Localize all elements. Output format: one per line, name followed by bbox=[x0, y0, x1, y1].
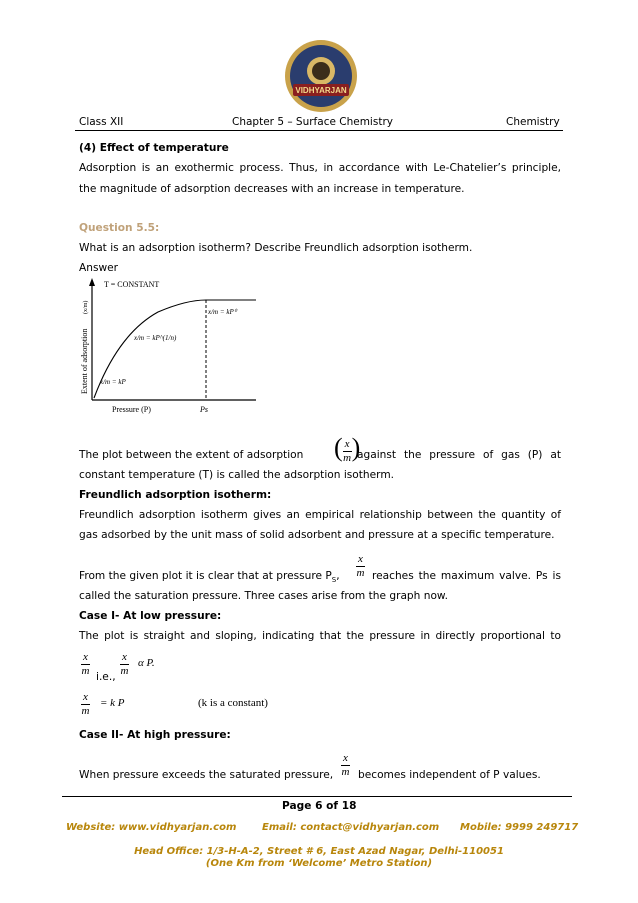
vidhyarjan-logo bbox=[283, 38, 359, 114]
paragraph-line: Freundlich adsorption isotherm gives an empirical relationship between the quantity of bbox=[79, 509, 561, 521]
equation: = k P bbox=[100, 697, 125, 709]
paragraph-line: called the saturation pressure. Three cases arise from the graph now. bbox=[79, 590, 448, 602]
header-rule bbox=[75, 130, 563, 131]
x-axis-label: Pressure (P) bbox=[112, 405, 151, 414]
footer-mobile: Mobile: 9999 249717 bbox=[460, 822, 579, 833]
frac-x: x bbox=[344, 437, 350, 450]
y-axis-fraction: (x/m) bbox=[83, 300, 89, 314]
paragraph-line: The plot between the extent of adsorption bbox=[79, 449, 304, 461]
graph-high-label: x/m = kP⁰ bbox=[208, 308, 237, 316]
paragraph-line: becomes independent of P values. bbox=[358, 769, 541, 781]
header-subject: Chemistry bbox=[506, 116, 560, 128]
inline-fraction: $\frac{x}{m}$ bbox=[81, 651, 90, 677]
paragraph-line: From the given plot it is clear that at pressure $P_S$, bbox=[79, 570, 340, 585]
fraction-paren: ( $\frac{x}{m}$ ) bbox=[334, 433, 361, 464]
question-text: What is an adsorption isotherm? Describe Freundlich adsorption isotherm. bbox=[79, 242, 473, 254]
inline-fraction: $\frac{x}{m}$ bbox=[356, 553, 365, 579]
header-class: Class XII bbox=[79, 116, 124, 128]
header-chapter: Chapter 5 – Surface Chemistry bbox=[232, 116, 393, 128]
inline-fraction: $\frac{x}{m}$ bbox=[81, 691, 90, 717]
graph-low-label: x/m = kP bbox=[100, 378, 126, 386]
x-axis-ps: Ps bbox=[200, 405, 208, 414]
alpha-expression: α P. bbox=[138, 657, 155, 669]
inline-fraction: $\frac{x}{m}$ bbox=[341, 752, 350, 778]
paragraph-line: constant temperature (T) is called the adsorption isotherm. bbox=[79, 469, 395, 481]
graph-top-label: T = CONSTANT bbox=[104, 280, 160, 289]
frac-m: m bbox=[343, 451, 352, 464]
case1-title: Case I- At low pressure: bbox=[79, 610, 222, 622]
inline-fraction: $\frac{x}{m}$ bbox=[120, 651, 129, 677]
y-axis-label: Extent of adsorption bbox=[80, 328, 89, 394]
footer-office: Head Office: 1/3-H-A-2, Street # 6, East Azad Nagar, Delhi-110051 bbox=[134, 846, 504, 857]
footer-website[interactable]: Website: www.vidhyarjan.com bbox=[66, 822, 237, 833]
paragraph-line: gas adsorbed by the unit mass of solid adsorbent and pressure at a specific temperature. bbox=[79, 529, 555, 541]
page-number: Page 6 of 18 bbox=[282, 800, 357, 812]
footer-email[interactable]: Email: contact@vidhyarjan.com bbox=[262, 822, 440, 833]
ie-text: i.e., bbox=[96, 671, 116, 683]
answer-label: Answer bbox=[79, 262, 119, 274]
case2-title: Case II- At high pressure: bbox=[79, 729, 231, 741]
paragraph-line: The plot is straight and sloping, indicating that the pressure in directly proportional to bbox=[79, 630, 561, 642]
logo-text: VIDHYARJAN bbox=[295, 86, 347, 95]
constant-note: (k is a constant) bbox=[198, 697, 268, 709]
freundlich-title: Freundlich adsorption isotherm: bbox=[79, 489, 272, 501]
paragraph-line: reaches the maximum valve. Ps is bbox=[372, 570, 561, 582]
paragraph-line: When pressure exceeds the saturated pressure, bbox=[79, 769, 334, 781]
paragraph-line: the magnitude of adsorption decreases with an increase in temperature. bbox=[79, 183, 465, 195]
footer-rule bbox=[62, 796, 572, 797]
adsorption-isotherm-graph bbox=[78, 274, 268, 418]
section-title: (4) Effect of temperature bbox=[79, 142, 229, 154]
paragraph-line: against the pressure of gas (P) at bbox=[357, 449, 561, 461]
footer-office-note: (One Km from ‘Welcome’ Metro Station) bbox=[205, 858, 433, 869]
paragraph-line: Adsorption is an exothermic process. Thus, in accordance with Le-Chatelier’s principle, bbox=[79, 162, 561, 174]
graph-mid-label: x/m = kP^(1/n) bbox=[134, 334, 177, 342]
question-label: Question 5.5: bbox=[79, 222, 160, 234]
